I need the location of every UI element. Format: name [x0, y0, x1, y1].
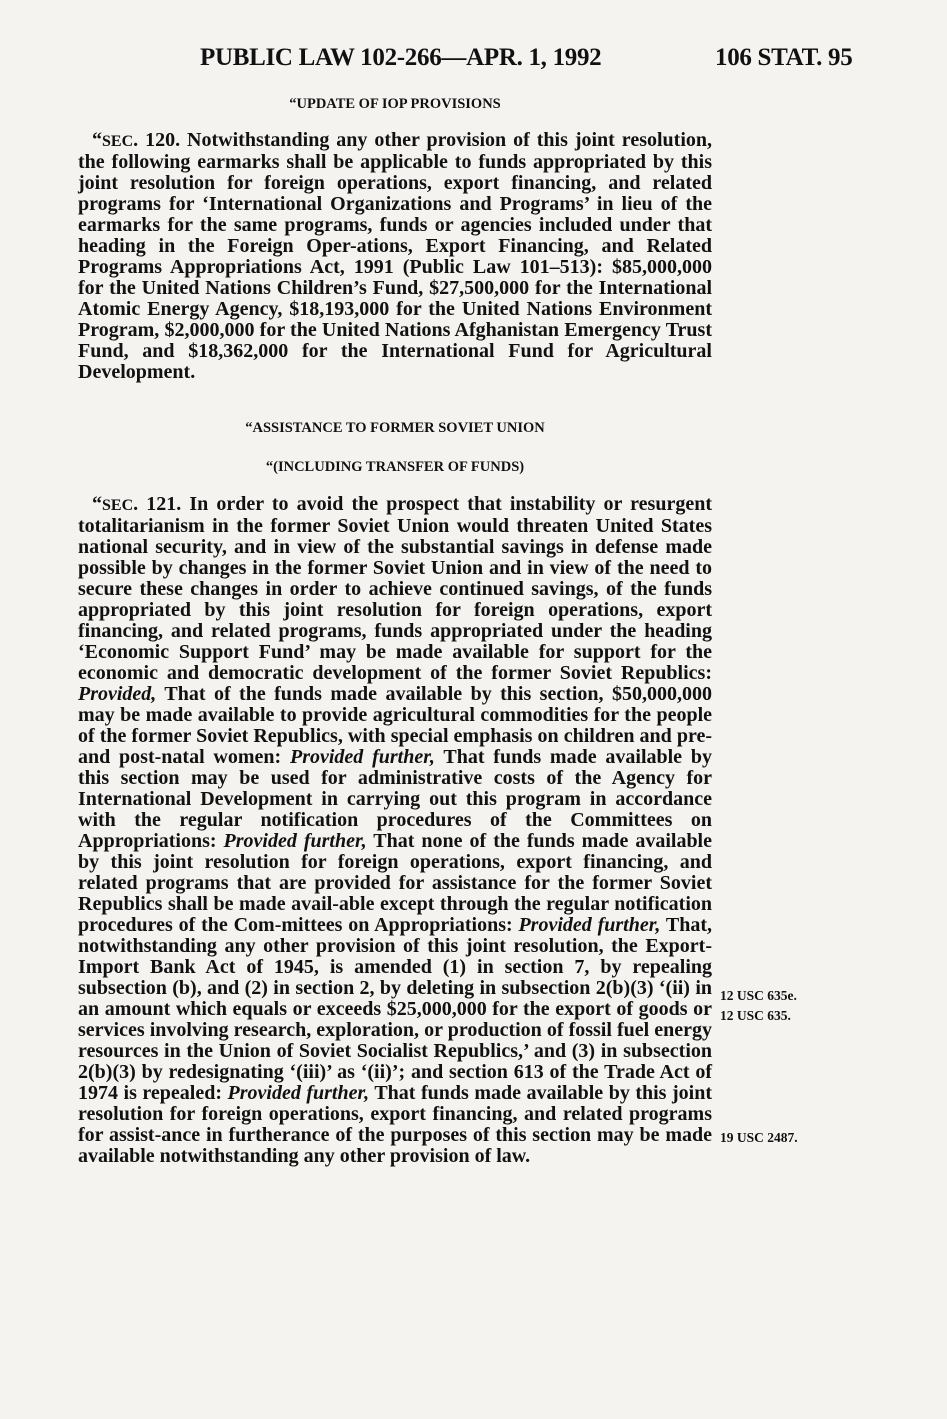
running-header-title: PUBLIC LAW 102-266—APR. 1, 1992 — [200, 44, 602, 71]
paragraph-text: That, notwithstanding any other provision of this joint resolution, the Export-Import Bank Act of 1945, is amended (1) in section 7, by repealing subsection (b), and (2) in section 2, by deleting in subsection 2(b)(3) ‘(ii) in an amount which equals or exceeds $25,000,000 for the export of goods or services involving research, exploration, or production of fossil fuel energy resources in the Union of Soviet Socialist Republics,’ and (3) in subsection 2(b)(3) by redesignating ‘(iii)’ as ‘(ii)’; and section 613 of the Trade Act of 1974 is repealed: — [78, 914, 712, 1104]
margin-note: 12 USC 635e. — [720, 988, 797, 1003]
sec-abbrev: SEC — [102, 133, 134, 150]
section-121-heading: “ASSISTANCE TO FORMER SOVIET UNION — [245, 420, 545, 436]
section-number: . 120. — [133, 129, 181, 151]
section-121-subheading: “(INCLUDING TRANSFER OF FUNDS) — [265, 459, 525, 475]
proviso: Provided further, — [223, 830, 367, 852]
statute-page-number: 106 STAT. 95 — [715, 44, 853, 71]
margin-note: 12 USC 635. — [720, 1008, 791, 1023]
paragraph-text: Notwithstanding any other provision of this joint resolution, the following earmarks shall be applicable to funds appropriated by this joint resolution for foreign operations, export financing, and related programs for ‘International Organizations and Programs’ in lieu of the earmarks for the same programs, funds or agencies included under that heading in the Foreign Oper-ations, Export Financing, and Related Programs Appropriations Act, 1991 (Public Law 101–513): $85,000,000 for the United Nations Children’s Fund, $27,500,000 for the International Atomic Energy Agency, $18,193,000 for the United Nations Environment Program, $2,000,000 for the United Nations Afghanistan Emergency Trust Fund, and $18,362,000 for the International Fund for Agricultural Development. — [78, 129, 712, 383]
proviso: Provided further, — [290, 746, 435, 768]
section-120-paragraph — [78, 130, 712, 383]
paragraph-text: That funds made available by this section may be used for administrative costs of the Agency for International Development in carrying out this program in accordance with the regular notification procedures of the Committees on Appropriations: — [78, 746, 712, 852]
paragraph-text: That funds made available by this joint resolution for foreign operations, export financing, and related programs for assist-ance in furtherance of the purposes of this section may be made available notwithstanding any other provision of law. — [78, 1082, 712, 1167]
section-121-paragraph — [78, 494, 712, 1167]
paragraph-text: That of the funds made available by this section, $50,000,000 may be made available to provide agricultural commodities for the people of the former Soviet Republics, with special emphasis on children and pre- and post-natal women: — [78, 683, 712, 768]
sec-abbrev: SEC — [102, 497, 134, 514]
paragraph-text: That none of the funds made available by this joint resolution for foreign operations, export financing, and related programs that are provided for assistance for the former Soviet Republics shall be made avail-able except through the regular notification procedures of the Com-mittees on Appropriations: — [78, 830, 712, 936]
margin-note: 19 USC 2487. — [720, 1130, 798, 1145]
section-number: . 121. — [133, 493, 182, 515]
quote-mark: “ — [92, 129, 102, 151]
section-120-heading: “UPDATE OF IOP PROVISIONS — [289, 96, 501, 112]
proviso: Provided, — [78, 683, 157, 705]
paragraph-text: In order to avoid the prospect that instability or resurgent totalitarianism in the former Soviet Union would threaten United States national security, and in view of the substantial savings in defense made possible by changes in the former Soviet Union and in view of the need to secure these changes in order to achieve continued savings, of the funds appropriated by this joint resolution for foreign operations, export financing, and related programs, funds appropriated under the heading ‘Economic Support Fund’ may be made available for support for the economic and democratic development of the former Soviet Republics: — [78, 493, 713, 684]
proviso: Provided further, — [227, 1082, 370, 1104]
quote-mark: “ — [92, 493, 102, 515]
proviso: Provided further, — [518, 914, 661, 936]
